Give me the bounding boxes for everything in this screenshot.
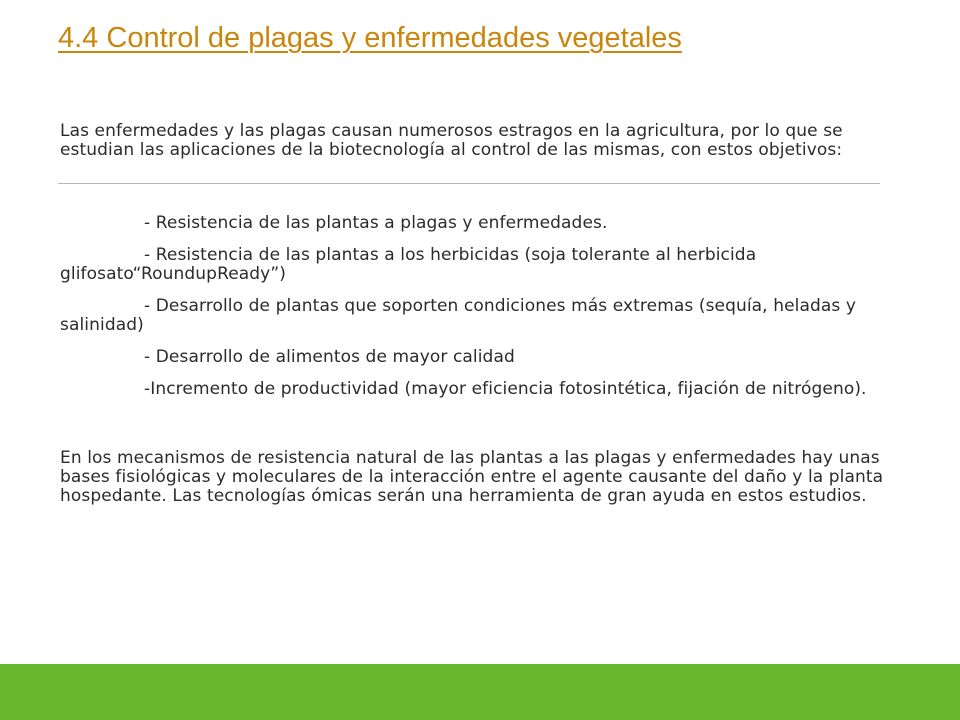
objective-text: -Incremento de productividad (mayor eficiencia fotosintética, fijación de nitrógeno).: [144, 379, 867, 399]
objective-text: - Resistencia de las plantas a los herbicidas (soja tolerante al herbicida glifosato“RoundupReady”): [60, 245, 757, 284]
objective-text: - Resistencia de las plantas a plagas y enfermedades.: [144, 213, 608, 233]
objective-item: [60, 246, 900, 284]
slide-title: 4.4 Control de plagas y enfermedades vegetales: [58, 22, 682, 54]
objective-text: - Desarrollo de plantas que soporten condiciones más extremas (sequía, heladas y salinidad): [60, 296, 856, 335]
intro-paragraph: Las enfermedades y las plagas causan numerosos estragos en la agricultura, por lo que se estudian las aplicaciones de la biotecnología al control de las mismas, con estos objetivos:: [60, 121, 843, 160]
objective-item: [60, 214, 900, 233]
slide-body: [60, 122, 900, 506]
footer-bar: [0, 664, 960, 720]
objective-item: [60, 380, 900, 399]
objective-text: - Desarrollo de alimentos de mayor calidad: [144, 347, 515, 367]
conclusion-paragraph: En los mecanismos de resistencia natural de las plantas a las plagas y enfermedades hay unas bases fisiológicas y moleculares de la interacción entre el agente causante del daño y la planta hospedante. Las tecnologías ómicas serán una herramienta de gran ayuda en estos estudios.: [60, 448, 884, 506]
objective-item: [60, 348, 900, 367]
objective-item: [60, 297, 900, 335]
